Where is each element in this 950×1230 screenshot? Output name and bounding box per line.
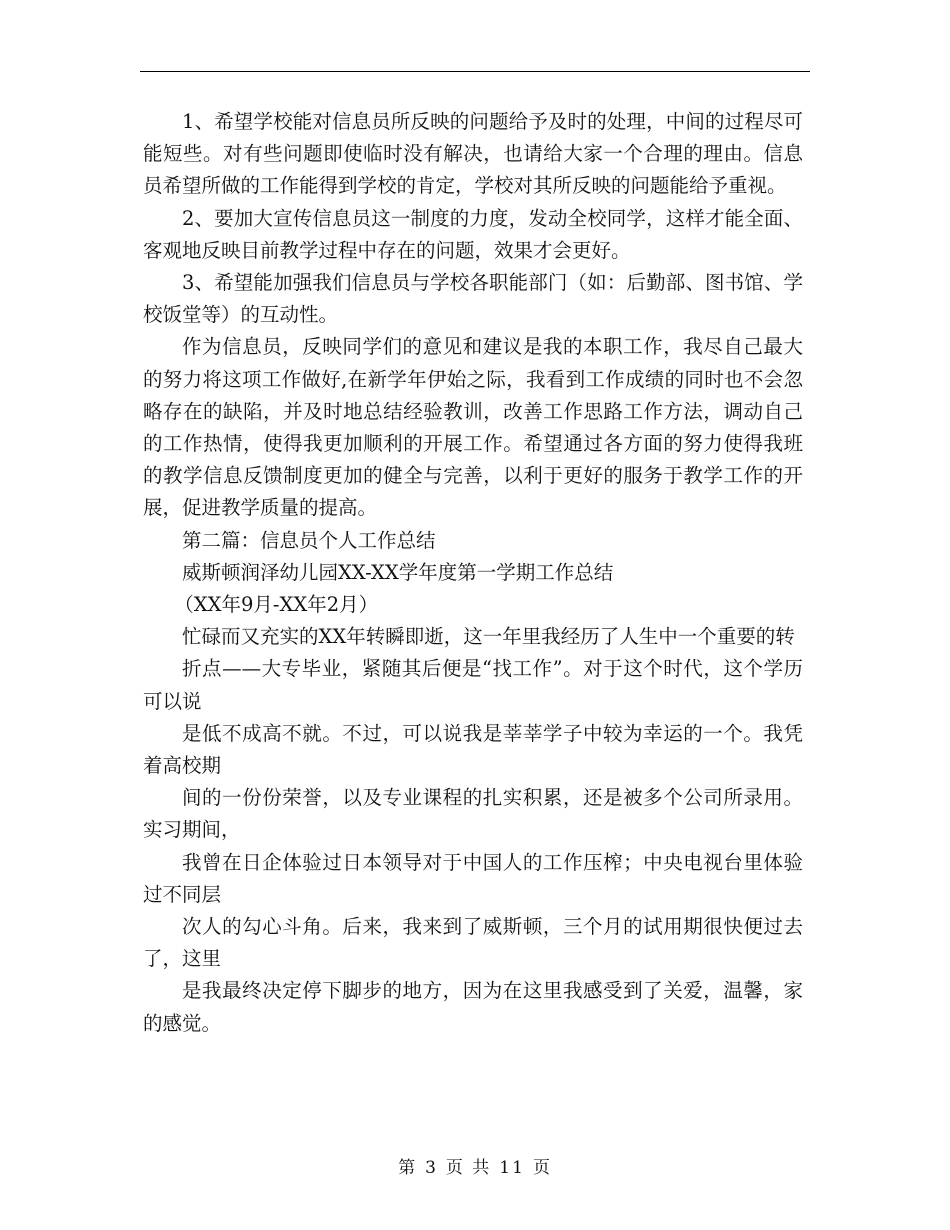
footer-page-number: 3 [425,1158,438,1178]
paragraph: 2、要加大宣传信息员这一制度的力度，发动全校同学，这样才能全面、客观地反映目前教学过程中存在的问题，效果才会更好。 [143,206,803,262]
paragraph: 折点——大专毕业，紧随其后便是“找工作”。对于这个时代，这个学历可以说 [143,657,803,713]
footer-middle: 页 共 [445,1158,492,1178]
paragraph: 是低不成高不就。不过，可以说我是莘莘学子中较为幸运的一个。我凭着高校期 [143,721,803,778]
section-heading: 第二篇：信息员个人工作总结 [182,528,436,552]
date-range: （XX年9月-XX年2月） [174,593,379,617]
paragraph: 3、希望能加强我们信息员与学校各职能部门（如：后勤部、图书馆、学校饭堂等）的互动性。 [143,271,803,327]
paragraph: 作为信息员，反映同学们的意见和建议是我的本职工作，我尽自己最大的努力将这项工作做好,在新学年伊始之际，我看到工作成绩的同时也不会忽略存在的缺陷，并及时地总结经验教训，改善工作思路工作方法，调动自己的工作热情，使得我更加顺利的开展工作。希望通过各方面的努力使得我班的教学信息反馈制度更加的健全与完善，以利于更好的服务于教学工作的开展，促进教学质量的提高。 [143,335,803,520]
page-footer [0,1153,950,1178]
footer-suffix: 页 [532,1158,552,1178]
paragraph: 我曾在日企体验过日本领导对于中国人的工作压榨；中央电视台里体验过不同层 [143,850,803,906]
paragraph: 1、希望学校能对信息员所反映的问题给予及时的处理，中间的过程尽可能短些。对有些问题即使临时没有解决，也请给大家一个合理的理由。信息员希望所做的工作能得到学校的肯定，学校对其所反映的问题能给予重视。 [143,110,803,198]
document-body [143,106,803,1040]
subtitle: 威斯顿润泽幼儿园XX-XX学年度第一学期工作总结 [182,560,614,584]
paragraph: 间的一份份荣誉，以及专业课程的扎实积累，还是被多个公司所录用。实习期间， [143,786,803,842]
footer-total-pages: 11 [499,1158,525,1178]
paragraph: 是我最终决定停下脚步的地方，因为在这里我感受到了关爱，温馨，家的感觉。 [143,979,803,1035]
header-rule [140,71,810,72]
paragraph: 忙碌而又充实的XX年转瞬即逝，这一年里我经历了人生中一个重要的转 [182,625,795,649]
paragraph: 次人的勾心斗角。后来，我来到了威斯顿，三个月的试用期很快便过去了，这里 [143,915,803,971]
footer-prefix: 第 [398,1158,418,1178]
